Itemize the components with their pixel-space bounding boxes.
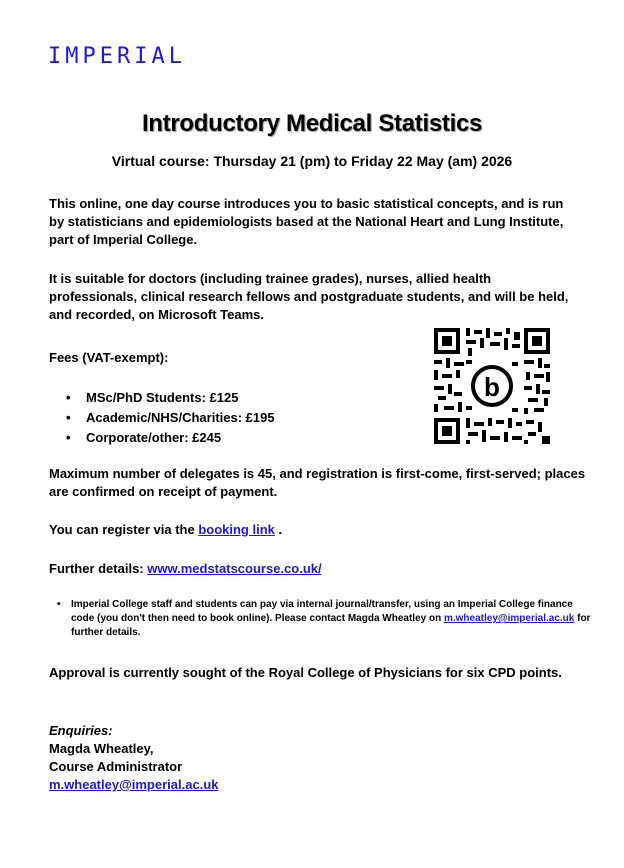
booking-qr-code[interactable] — [432, 326, 552, 446]
fees-heading: Fees (VAT-exempt): — [49, 350, 169, 365]
booking-link[interactable]: booking link — [198, 522, 275, 537]
fee-item: • Academic/NHS/Charities: £195 — [66, 408, 275, 428]
register-suffix: . — [274, 522, 283, 537]
imperial-logo: IMPERIAL — [48, 44, 186, 69]
internal-email-link[interactable]: m.wheatley@imperial.ac.uk — [443, 613, 575, 624]
further-details-line — [49, 560, 569, 578]
course-dates: Virtual course: Thursday 21 (pm) to Friday 22 May (am) 2026 — [111, 153, 513, 169]
contact-role: Course Administrator — [49, 759, 183, 774]
internal-payment-note — [57, 598, 591, 640]
register-line — [49, 521, 569, 539]
approval-paragraph: Approval is currently sought of the Royal College of Physicians for six CPD points. — [49, 665, 562, 680]
further-details-label: Further details: — [49, 561, 148, 576]
fee-item: • MSc/PhD Students: £125 — [66, 388, 275, 408]
suitability-paragraph: It is suitable for doctors (including trainee grades), nurses, allied health professionals, clinical research fellows and postgraduate students, and will be held, and recorded, on Microsoft Teams. — [49, 271, 569, 322]
page-title: Introductory Medical Statistics — [141, 110, 483, 137]
register-prefix: You can register via the — [49, 522, 199, 537]
internal-payment-suffix: for further details. — [71, 613, 591, 638]
enquiries-heading: Enquiries: — [49, 723, 113, 738]
intro-paragraph: This online, one day course introduces you to basic statistical concepts, and is run by statisticians and epidemiologists based at the National Heart and Lung Institute, part of Imperial College. — [49, 196, 564, 247]
delegates-paragraph: Maximum number of delegates is 45, and registration is first-come, first-served; places are confirmed on receipt of payment. — [49, 466, 586, 499]
svg-text:b: b — [484, 372, 500, 402]
fee-item: • Corporate/other: £245 — [66, 428, 275, 448]
contact-email-link[interactable]: m.wheatley@imperial.ac.uk — [49, 777, 219, 792]
fees-list — [66, 388, 275, 448]
contact-name: Magda Wheatley, — [49, 741, 154, 756]
internal-payment-text: Imperial College staff and students can pay via internal journal/transfer, using an Imperial College finance code (you don't then need to book online). Please contact Magda Wheatley on — [71, 599, 573, 624]
course-website-link[interactable]: www.medstatscourse.co.uk/ — [147, 561, 322, 576]
